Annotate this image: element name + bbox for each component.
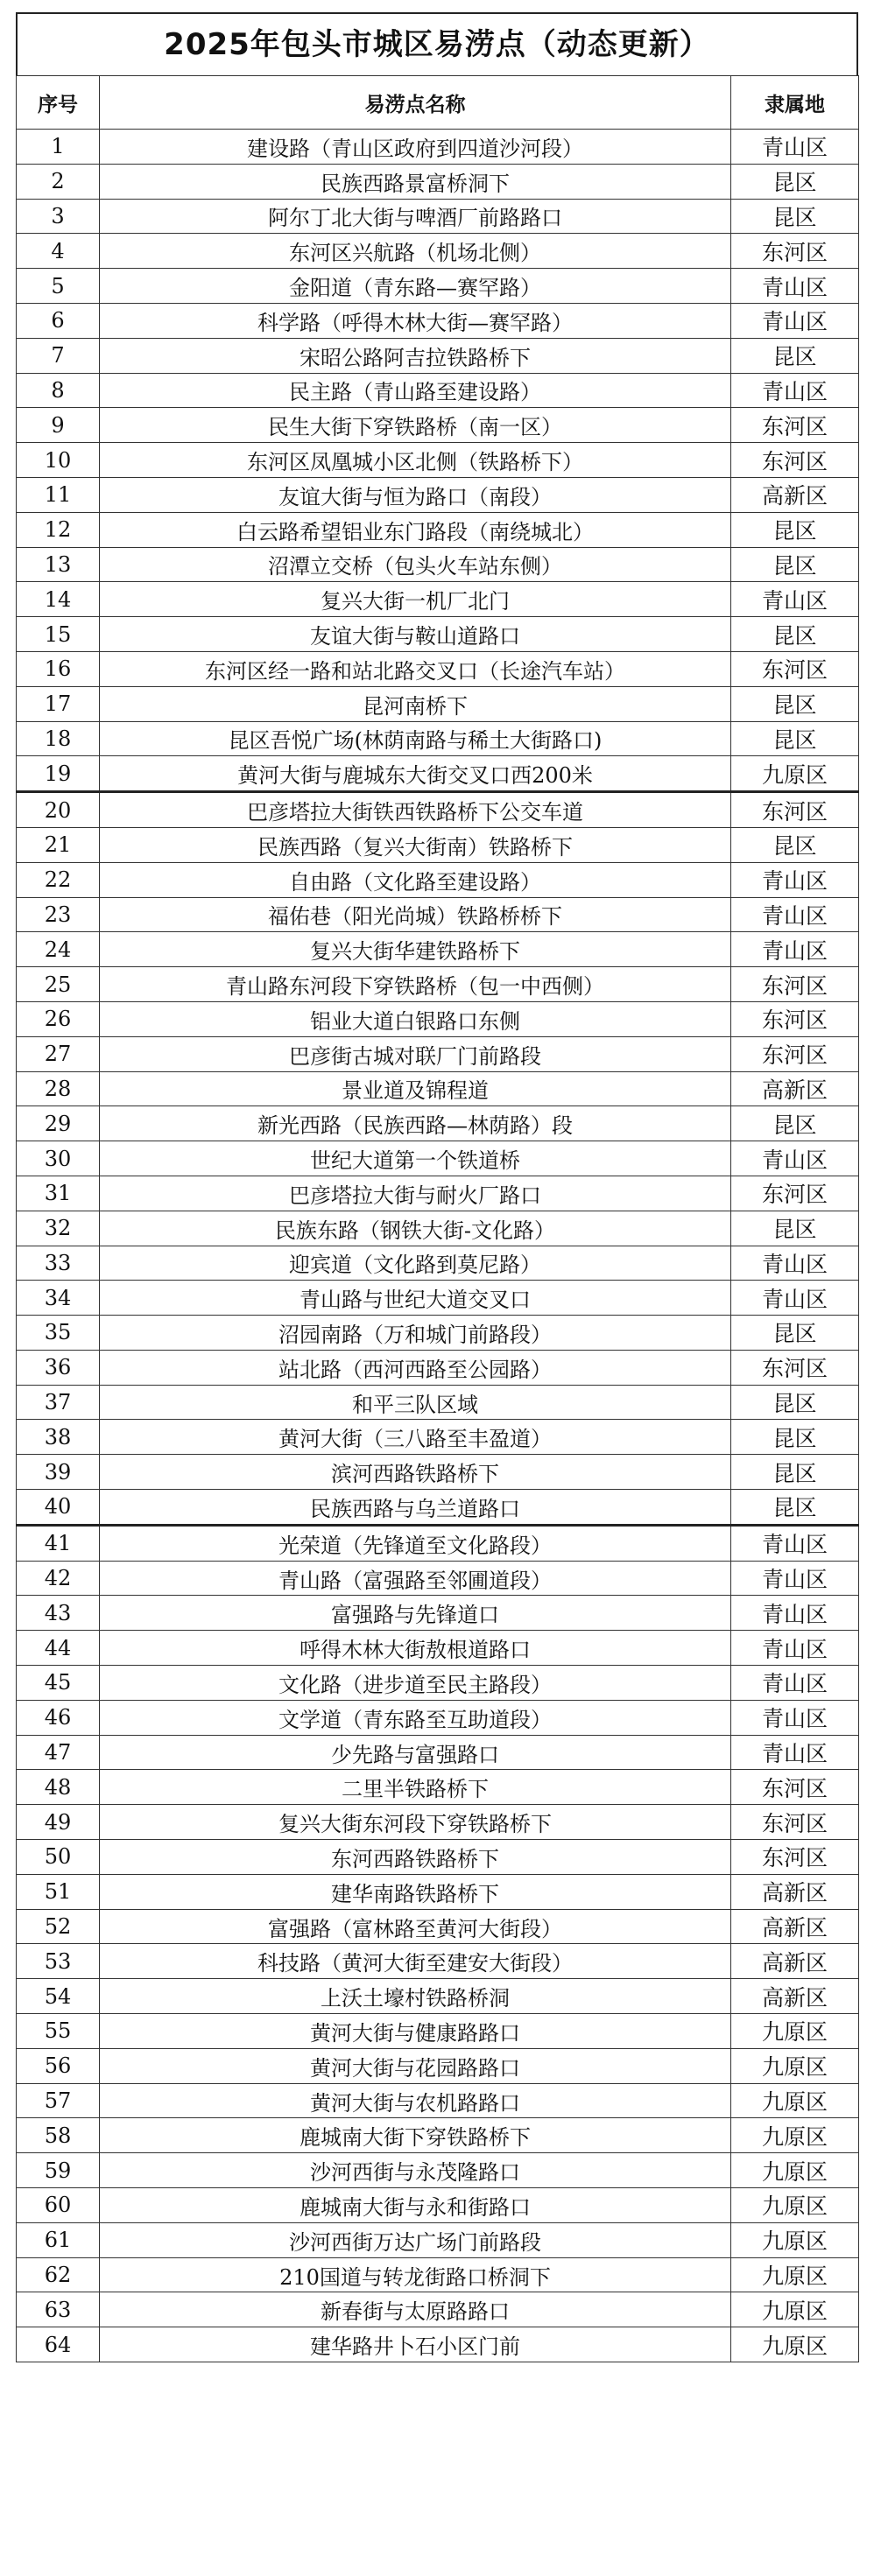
row-index: 9: [17, 408, 100, 443]
row-index: 18: [17, 721, 100, 756]
row-district: 高新区: [731, 1909, 859, 1944]
table-row: [17, 373, 859, 408]
table-row: [17, 1001, 859, 1036]
row-name: 建华路井卜石小区门前: [100, 2327, 731, 2362]
row-name: 少先路与富强路口: [100, 1735, 731, 1770]
row-name: 鹿城南大街与永和街路口: [100, 2188, 731, 2223]
row-name: 站北路（西河西路至公园路）: [100, 1350, 731, 1385]
row-district: 东河区: [731, 408, 859, 443]
row-name: 建设路（青山区政府到四道沙河段）: [100, 130, 731, 165]
row-name: 福佑巷（阳光尚城）铁路桥桥下: [100, 897, 731, 932]
table-row: [17, 1840, 859, 1875]
row-district: 昆区: [731, 686, 859, 721]
row-index: 12: [17, 512, 100, 547]
table-row: [17, 686, 859, 721]
row-index: 2: [17, 164, 100, 199]
row-name: 阿尔丁北大街与啤酒厂前路路口: [100, 199, 731, 234]
row-index: 50: [17, 1840, 100, 1875]
row-index: 20: [17, 792, 100, 828]
table-row: [17, 1350, 859, 1385]
row-name: 复兴大街一机厂北门: [100, 582, 731, 617]
row-index: 53: [17, 1944, 100, 1979]
row-district: 高新区: [731, 1874, 859, 1909]
row-name: 沼园南路（万和城门前路段）: [100, 1316, 731, 1351]
row-name: 民族西路景富桥洞下: [100, 164, 731, 199]
table-row: [17, 1316, 859, 1351]
row-district: 青山区: [731, 130, 859, 165]
header-row: [17, 76, 859, 130]
row-name: 黄河大街（三八路至丰盈道）: [100, 1420, 731, 1455]
row-name: 二里半铁路桥下: [100, 1770, 731, 1805]
row-district: 昆区: [731, 1316, 859, 1351]
row-index: 38: [17, 1420, 100, 1455]
row-district: 东河区: [731, 651, 859, 686]
table-row: [17, 1385, 859, 1420]
row-name: 景业道及锦程道: [100, 1071, 731, 1106]
row-district: 九原区: [731, 2222, 859, 2257]
row-index: 64: [17, 2327, 100, 2362]
row-index: 34: [17, 1281, 100, 1316]
row-district: 青山区: [731, 1525, 859, 1561]
row-index: 37: [17, 1385, 100, 1420]
row-name: 沙河西街与永茂隆路口: [100, 2153, 731, 2188]
table-row: [17, 1944, 859, 1979]
row-index: 23: [17, 897, 100, 932]
row-district: 昆区: [731, 1420, 859, 1455]
row-index: 57: [17, 2083, 100, 2118]
table-row: [17, 582, 859, 617]
row-name: 滨河西路铁路桥下: [100, 1455, 731, 1490]
table-row: [17, 1666, 859, 1701]
row-index: 4: [17, 234, 100, 269]
row-district: 青山区: [731, 269, 859, 304]
row-index: 49: [17, 1805, 100, 1840]
row-index: 21: [17, 827, 100, 862]
flood-point-table: [16, 75, 859, 2362]
table-row: [17, 1420, 859, 1455]
row-index: 26: [17, 1001, 100, 1036]
table-row: [17, 2014, 859, 2049]
table-row: [17, 827, 859, 862]
row-district: 昆区: [731, 1455, 859, 1490]
row-name: 文化路（进步道至民主路段）: [100, 1666, 731, 1701]
row-district: 东河区: [731, 1805, 859, 1840]
table-row: [17, 1455, 859, 1490]
row-name: 复兴大街华建铁路桥下: [100, 932, 731, 967]
row-name: 民族东路（钢铁大街-文化路）: [100, 1211, 731, 1246]
flood-point-sheet: [16, 12, 858, 2362]
row-name: 富强路与先锋道口: [100, 1596, 731, 1631]
row-district: 昆区: [731, 164, 859, 199]
row-name: 和平三队区域: [100, 1385, 731, 1420]
table-row: [17, 2188, 859, 2223]
table-row: [17, 164, 859, 199]
header-index: 序号: [17, 76, 100, 130]
row-index: 44: [17, 1631, 100, 1666]
row-name: 青山路与世纪大道交叉口: [100, 1281, 731, 1316]
row-index: 29: [17, 1106, 100, 1141]
row-district: 九原区: [731, 2118, 859, 2153]
row-district: 昆区: [731, 1211, 859, 1246]
table-row: [17, 1281, 859, 1316]
row-index: 27: [17, 1036, 100, 1071]
row-index: 36: [17, 1350, 100, 1385]
row-index: 48: [17, 1770, 100, 1805]
row-index: 51: [17, 1874, 100, 1909]
row-district: 昆区: [731, 721, 859, 756]
row-index: 14: [17, 582, 100, 617]
row-district: 青山区: [731, 932, 859, 967]
row-index: 61: [17, 2222, 100, 2257]
table-row: [17, 1106, 859, 1141]
table-row: [17, 1874, 859, 1909]
table-row: [17, 721, 859, 756]
row-district: 青山区: [731, 1141, 859, 1176]
row-district: 东河区: [731, 1001, 859, 1036]
row-name: 黄河大街与花园路路口: [100, 2048, 731, 2083]
row-index: 58: [17, 2118, 100, 2153]
row-index: 30: [17, 1141, 100, 1176]
table-row: [17, 2153, 859, 2188]
row-district: 东河区: [731, 1176, 859, 1211]
table-row: [17, 2048, 859, 2083]
row-index: 25: [17, 967, 100, 1002]
row-name: 新春街与太原路路口: [100, 2292, 731, 2327]
row-district: 高新区: [731, 1944, 859, 1979]
table-row: [17, 1525, 859, 1561]
row-name: 复兴大街东河段下穿铁路桥下: [100, 1805, 731, 1840]
header-district: 隶属地: [731, 76, 859, 130]
row-name: 东河西路铁路桥下: [100, 1840, 731, 1875]
row-district: 九原区: [731, 2327, 859, 2362]
row-name: 巴彦塔拉大街铁西铁路桥下公交车道: [100, 792, 731, 828]
row-name: 迎宾道（文化路到莫尼路）: [100, 1246, 731, 1281]
row-district: 九原区: [731, 2014, 859, 2049]
row-district: 青山区: [731, 1246, 859, 1281]
row-name: 科学路（呼得木林大街—赛罕路）: [100, 303, 731, 338]
row-index: 54: [17, 1979, 100, 2014]
table-row: [17, 1979, 859, 2014]
row-index: 59: [17, 2153, 100, 2188]
table-row: [17, 408, 859, 443]
row-index: 15: [17, 617, 100, 652]
table-row: [17, 2118, 859, 2153]
row-district: 东河区: [731, 1840, 859, 1875]
row-index: 40: [17, 1490, 100, 1526]
table-row: [17, 477, 859, 512]
row-district: 昆区: [731, 827, 859, 862]
table-row: [17, 1770, 859, 1805]
row-district: 东河区: [731, 1036, 859, 1071]
table-row: [17, 617, 859, 652]
row-district: 青山区: [731, 1700, 859, 1735]
row-name: 青山路（富强路至邻圃道段）: [100, 1561, 731, 1596]
row-district: 昆区: [731, 199, 859, 234]
row-district: 昆区: [731, 617, 859, 652]
table-row: [17, 862, 859, 897]
row-index: 16: [17, 651, 100, 686]
row-district: 昆区: [731, 1106, 859, 1141]
row-name: 东河区兴航路（机场北侧）: [100, 234, 731, 269]
row-index: 8: [17, 373, 100, 408]
row-district: 九原区: [731, 2188, 859, 2223]
table-row: [17, 1071, 859, 1106]
row-district: 昆区: [731, 1490, 859, 1526]
row-name: 民主路（青山路至建设路）: [100, 373, 731, 408]
row-index: 52: [17, 1909, 100, 1944]
row-name: 鹿城南大街下穿铁路桥下: [100, 2118, 731, 2153]
row-district: 高新区: [731, 1071, 859, 1106]
row-name: 科技路（黄河大街至建安大街段）: [100, 1944, 731, 1979]
row-district: 昆区: [731, 1385, 859, 1420]
row-index: 32: [17, 1211, 100, 1246]
table-row: [17, 130, 859, 165]
row-name: 自由路（文化路至建设路）: [100, 862, 731, 897]
row-district: 青山区: [731, 1596, 859, 1631]
row-index: 22: [17, 862, 100, 897]
row-name: 友谊大街与恒为路口（南段）: [100, 477, 731, 512]
table-row: [17, 2292, 859, 2327]
row-district: 东河区: [731, 1350, 859, 1385]
row-name: 新光西路（民族西路—林荫路）段: [100, 1106, 731, 1141]
row-index: 47: [17, 1735, 100, 1770]
sheet-title: 2025年包头市城区易涝点（动态更新）: [16, 12, 858, 75]
row-district: 高新区: [731, 1979, 859, 2014]
row-index: 62: [17, 2257, 100, 2292]
row-name: 民族西路（复兴大街南）铁路桥下: [100, 827, 731, 862]
table-row: [17, 512, 859, 547]
table-row: [17, 651, 859, 686]
row-name: 巴彦街古城对联厂门前路段: [100, 1036, 731, 1071]
row-name: 金阳道（青东路—赛罕路）: [100, 269, 731, 304]
table-row: [17, 967, 859, 1002]
row-district: 高新区: [731, 477, 859, 512]
row-district: 青山区: [731, 1631, 859, 1666]
row-district: 东河区: [731, 1770, 859, 1805]
row-district: 青山区: [731, 862, 859, 897]
table-row: [17, 1700, 859, 1735]
row-name: 呼得木林大街敖根道路口: [100, 1631, 731, 1666]
row-index: 11: [17, 477, 100, 512]
row-district: 东河区: [731, 234, 859, 269]
row-name: 黄河大街与健康路路口: [100, 2014, 731, 2049]
table-row: [17, 443, 859, 478]
table-row: [17, 756, 859, 792]
row-district: 青山区: [731, 1735, 859, 1770]
row-name: 黄河大街与鹿城东大街交叉口西200米: [100, 756, 731, 792]
row-name: 铝业大道白银路口东侧: [100, 1001, 731, 1036]
row-index: 63: [17, 2292, 100, 2327]
table-row: [17, 1246, 859, 1281]
table-row: [17, 1735, 859, 1770]
row-name: 210国道与转龙街路口桥洞下: [100, 2257, 731, 2292]
row-district: 九原区: [731, 756, 859, 792]
row-index: 42: [17, 1561, 100, 1596]
row-index: 19: [17, 756, 100, 792]
row-index: 7: [17, 338, 100, 373]
table-row: [17, 2083, 859, 2118]
row-index: 55: [17, 2014, 100, 2049]
row-index: 13: [17, 547, 100, 582]
row-name: 宋昭公路阿吉拉铁路桥下: [100, 338, 731, 373]
row-name: 昆区吾悦广场(林荫南路与稀土大街路口): [100, 721, 731, 756]
row-index: 1: [17, 130, 100, 165]
row-name: 白云路希望铝业东门路段（南绕城北）: [100, 512, 731, 547]
row-index: 10: [17, 443, 100, 478]
row-index: 28: [17, 1071, 100, 1106]
row-index: 33: [17, 1246, 100, 1281]
table-row: [17, 338, 859, 373]
row-name: 东河区凤凰城小区北侧（铁路桥下）: [100, 443, 731, 478]
row-index: 56: [17, 2048, 100, 2083]
row-district: 九原区: [731, 2292, 859, 2327]
row-district: 东河区: [731, 443, 859, 478]
table-row: [17, 2222, 859, 2257]
row-index: 41: [17, 1525, 100, 1561]
row-index: 46: [17, 1700, 100, 1735]
table-row: [17, 932, 859, 967]
row-index: 6: [17, 303, 100, 338]
row-index: 45: [17, 1666, 100, 1701]
row-name: 世纪大道第一个铁道桥: [100, 1141, 731, 1176]
row-index: 5: [17, 269, 100, 304]
table-row: [17, 1805, 859, 1840]
row-index: 31: [17, 1176, 100, 1211]
row-name: 建华南路铁路桥下: [100, 1874, 731, 1909]
row-index: 43: [17, 1596, 100, 1631]
row-name: 友谊大街与鞍山道路口: [100, 617, 731, 652]
row-district: 九原区: [731, 2048, 859, 2083]
table-row: [17, 234, 859, 269]
table-row: [17, 1211, 859, 1246]
row-district: 青山区: [731, 1561, 859, 1596]
table-row: [17, 2327, 859, 2362]
row-district: 昆区: [731, 512, 859, 547]
row-district: 青山区: [731, 373, 859, 408]
row-district: 青山区: [731, 897, 859, 932]
row-name: 东河区经一路和站北路交叉口（长途汽车站）: [100, 651, 731, 686]
table-row: [17, 303, 859, 338]
row-district: 青山区: [731, 1281, 859, 1316]
row-district: 昆区: [731, 547, 859, 582]
row-name: 民族西路与乌兰道路口: [100, 1490, 731, 1526]
row-name: 民生大街下穿铁路桥（南一区）: [100, 408, 731, 443]
row-district: 青山区: [731, 582, 859, 617]
row-name: 青山路东河段下穿铁路桥（包一中西侧）: [100, 967, 731, 1002]
table-row: [17, 1036, 859, 1071]
row-district: 九原区: [731, 2083, 859, 2118]
row-name: 黄河大街与农机路路口: [100, 2083, 731, 2118]
table-row: [17, 1596, 859, 1631]
table-row: [17, 1631, 859, 1666]
row-district: 青山区: [731, 303, 859, 338]
row-name: 富强路（富林路至黄河大街段）: [100, 1909, 731, 1944]
row-index: 24: [17, 932, 100, 967]
row-district: 九原区: [731, 2257, 859, 2292]
row-index: 3: [17, 199, 100, 234]
table-row: [17, 1490, 859, 1526]
row-index: 17: [17, 686, 100, 721]
header-name: 易涝点名称: [100, 76, 731, 130]
row-index: 60: [17, 2188, 100, 2223]
table-row: [17, 2257, 859, 2292]
row-name: 沼潭立交桥（包头火车站东侧）: [100, 547, 731, 582]
row-index: 35: [17, 1316, 100, 1351]
table-body: [17, 130, 859, 2362]
row-name: 昆河南桥下: [100, 686, 731, 721]
row-name: 沙河西街万达广场门前路段: [100, 2222, 731, 2257]
row-district: 东河区: [731, 967, 859, 1002]
table-row: [17, 897, 859, 932]
row-name: 光荣道（先锋道至文化路段）: [100, 1525, 731, 1561]
table-row: [17, 1909, 859, 1944]
table-row: [17, 269, 859, 304]
row-name: 上沃土壕村铁路桥洞: [100, 1979, 731, 2014]
table-row: [17, 1561, 859, 1596]
row-district: 昆区: [731, 338, 859, 373]
table-row: [17, 199, 859, 234]
table-row: [17, 1141, 859, 1176]
row-district: 青山区: [731, 1666, 859, 1701]
table-row: [17, 792, 859, 828]
row-index: 39: [17, 1455, 100, 1490]
row-name: 文学道（青东路至互助道段）: [100, 1700, 731, 1735]
row-district: 东河区: [731, 792, 859, 828]
table-row: [17, 1176, 859, 1211]
row-district: 九原区: [731, 2153, 859, 2188]
row-name: 巴彦塔拉大街与耐火厂路口: [100, 1176, 731, 1211]
table-row: [17, 547, 859, 582]
